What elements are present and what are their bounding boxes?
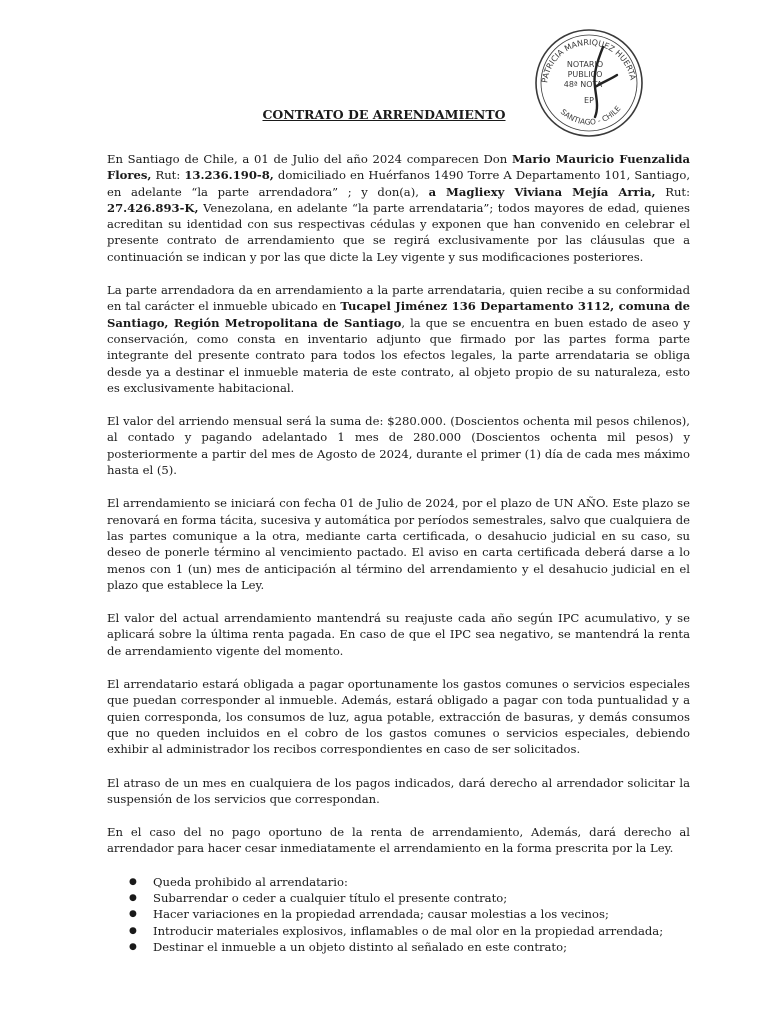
paragraph-non-payment: En el caso del no pago oportuno de la renta de arrendamiento, Además, dará derecho al arrendador para hacer cesar inmediatamente el arrendamiento en la forma prescrita por la Ley. [107,825,690,856]
paragraph-adjustment: El valor del actual arrendamiento mantendrá su reajuste cada año según IPC acumulativo, y se aplicará sobre la última renta pagada. En caso de que el IPC sea negativo, se mantendrá la renta de arrendamiento vigente del momento. [107,611,690,658]
prohibitions-list [107,874,690,955]
list-item: ● Hacer variaciones en la propiedad arrendada; causar molestias a los vecinos; [107,906,690,922]
lessee-rut: 27.426.893-K, [107,200,199,215]
document-title: CONTRATO DE ARRENDAMIENTO [262,107,506,122]
lessee-name: a Magliexy Viviana Mejía Arria, [428,184,656,199]
paragraph-rent-value: El valor del arriendo mensual será la suma de: $280.000. (Doscientos ochenta mil pesos chilenos), al contado y pagando adelantado 1 mes de 280.000 (Doscientos ochenta mil pesos) y posteriormente a partir del mes de Agosto de 2024, durante el primer (1) día de cada mes máximo hasta el (5). [107,414,690,478]
lessor-name: Mario Mauricio Fuenzalida Flores, [107,152,690,183]
property-address: Tucapel Jiménez 136 Departamento 3112, comuna de Santiago, Región Metropolitana de Santiago [107,299,690,330]
seal-line-2: PUBLICO [567,70,603,79]
contract-body [107,151,690,955]
seal-bottom-text: SANTIAGO - CHILE [558,104,623,127]
notary-seal [533,27,645,139]
paragraph-property: La parte arrendadora da en arrendamiento a la parte arrendataria, quien recibe a su conformidad en tal carácter el inmueble ubicado en Tucapel Jiménez 136 Departamento 3112, comuna de Santiago, Región Metropolitana de Santiago, la que se encuentra en buen estado de aseo y conservación, como consta en inventario adjunto que firmado por las partes forma parte integrante del presente contrato para todos los efectos legales, la parte arrendataria se obliga desde ya a destinar el inmueble materia de este contrato, al objeto propio de su naturaleza, esto es exclusivamente habitacional. [107,283,690,395]
paragraph-parties: En Santiago de Chile, a 01 de Julio del año 2024 comparecen Don Mario Mauricio Fuenzalida Flores, Rut: 13.236.190-8, domiciliado en Huérfanos 1490 Torre A Departamento 101, Santiago, en adelante “la parte arrendadora” ; y don(a), a Magliexy Viviana Mejía Arria, Rut: 27.426.893-K, Venezolana, en adelante “la parte arrendataria”; todos mayores de edad, quienes acreditan su identidad con sus respectivas cédulas y exponen que han convenido en celebrar el presente contrato de arrendamiento que se regirá exclusivamente por las cláusulas que a continuación se indican y por las que dicte la Ley vigente y sus modificaciones posteriores. [107,152,691,264]
seal-line-3: 48ª NOTA [563,80,603,89]
seal-line-4: EP [584,96,594,105]
paragraph-term: El arrendamiento se iniciará con fecha 01 de Julio de 2024, por el plazo de UN AÑO. Este plazo se renovará en forma tácita, sucesiva y automática por períodos semestrales, salvo que cualquiera de las partes comunique a la otra, mediante carta certificada, o desahucio judicial en su caso, su deseo de ponerle término al vencimiento pactado. El aviso en carta certificada deberá darse a lo menos con 1 (un) mes de anticipación al término del arrendamiento y el desahucio judicial en el plazo que establece la Ley. [107,496,690,592]
list-item: ● Destinar el inmueble a un objeto distinto al señalado en este contrato; [107,939,690,955]
paragraph-late-payment: El atraso de un mes en cualquiera de los pagos indicados, dará derecho al arrendador solicitar la suspensión de los servicios que correspondan. [107,775,690,806]
lessor-rut: 13.236.190-8, [184,168,274,183]
seal-ring-text: PATRICIA MANRIQUEZ HUERTA [540,37,638,84]
paragraph-expenses: El arrendatario estará obligada a pagar oportunamente los gastos comunes o servicios especiales que puedan corresponder al inmueble. Además, estará obligado a pagar con toda puntualidad y a quien corresponda, los consumos de luz, agua potable, extracción de basuras, y demás consumos que no queden incluidos en el cobro de los gastos comunes o servicios especiales, debiendo exhibir al administrador los recibos correspondientes en caso de ser solicitados. [107,677,690,757]
list-item: ● Queda prohibido al arrendatario: [107,874,690,890]
list-item: ● Subarrendar o ceder a cualquier título el presente contrato; [107,890,690,906]
list-item: ● Introducir materiales explosivos, inflamables o de mal olor en la propiedad arrendada; [107,923,690,939]
seal-line-1: NOTARIO [566,60,604,69]
